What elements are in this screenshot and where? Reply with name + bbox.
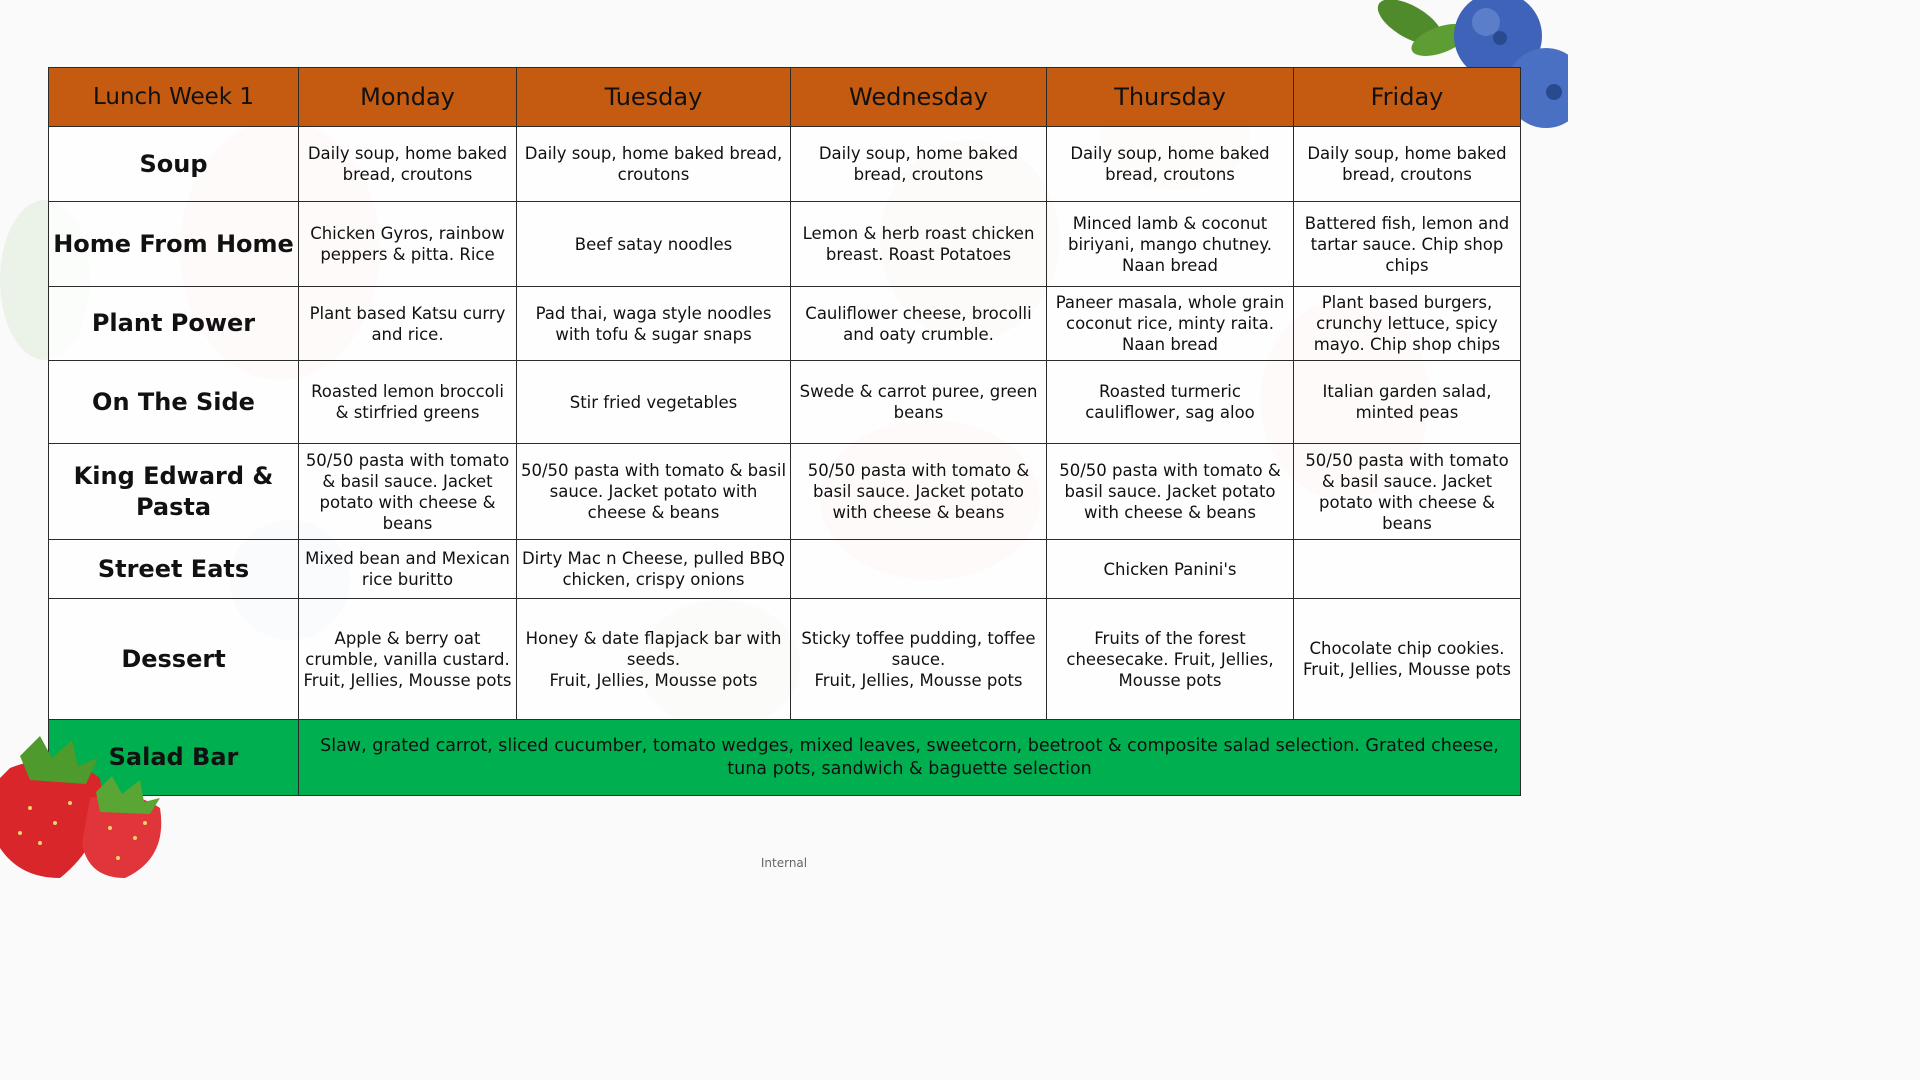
menu-cell-monday xyxy=(299,444,517,540)
menu-cell-friday xyxy=(1294,287,1521,361)
lunch-menu-table xyxy=(48,67,1521,796)
menu-cell-line: Paneer masala, whole grain xyxy=(1055,293,1285,312)
menu-cell-monday xyxy=(299,599,517,720)
salad-bar-row xyxy=(49,720,1521,796)
menu-cell-line: & basil sauce. Jacket xyxy=(322,471,493,491)
menu-cell-line: rice buritto xyxy=(361,570,454,589)
menu-cell-line: bread, croutons xyxy=(853,165,984,184)
row-label: Street Eats xyxy=(49,540,299,599)
menu-cell-line: breast. Roast Potatoes xyxy=(825,245,1012,264)
menu-row xyxy=(49,287,1521,361)
menu-cell-line: Honey & date flapjack bar with xyxy=(525,628,782,648)
menu-cell-line: Fruit, Jellies, Mousse pots xyxy=(1302,660,1512,679)
menu-cell-line: tartar sauce. Chip shop xyxy=(1310,234,1504,254)
menu-cell-line: Naan bread xyxy=(1122,335,1218,354)
menu-row xyxy=(49,202,1521,287)
menu-cell-monday xyxy=(299,540,517,599)
menu-cell-wednesday xyxy=(791,444,1047,540)
menu-cell-line: with tofu & sugar snaps xyxy=(555,324,752,344)
menu-cell-monday xyxy=(299,202,517,287)
row-label: Soup xyxy=(49,127,299,202)
menu-cell-line: coconut rice, minty raita. xyxy=(1066,314,1274,333)
menu-cell-wednesday xyxy=(791,361,1047,444)
menu-cell-line: cheesecake. Fruit, Jellies, xyxy=(1066,649,1274,669)
menu-cell-line: seeds. xyxy=(626,649,681,669)
menu-cell-line: beans xyxy=(382,513,433,533)
row-label: Home From Home xyxy=(49,202,299,287)
menu-cell-line: Italian garden salad, xyxy=(1322,382,1492,401)
menu-cell-wednesday xyxy=(791,202,1047,287)
menu-cell-line: Daily soup, home baked bread, xyxy=(524,144,783,163)
menu-cell-line: sauce. xyxy=(891,649,946,669)
menu-cell-thursday xyxy=(1047,127,1294,202)
menu-cell-line: mayo. Chip shop chips xyxy=(1313,335,1501,354)
row-label: Dessert xyxy=(49,599,299,720)
menu-cell-tuesday xyxy=(517,599,791,720)
salad-bar-line: Slaw, grated carrot, sliced cucumber, tomato wedges, mixed leaves, sweetcorn, beetroot & composite salad selection. Grated cheese, xyxy=(320,735,1499,756)
row-label xyxy=(49,444,299,540)
menu-row xyxy=(49,127,1521,202)
menu-row xyxy=(49,361,1521,444)
menu-cell-line: bread, croutons xyxy=(342,165,473,184)
row-label: On The Side xyxy=(49,361,299,444)
menu-cell-line: peppers & pitta. Rice xyxy=(320,245,495,264)
menu-cell-line: and rice. xyxy=(371,324,444,344)
menu-cell-tuesday xyxy=(517,202,791,287)
menu-cell-friday xyxy=(1294,202,1521,287)
menu-cell-line: Roasted turmeric xyxy=(1099,382,1241,401)
menu-cell-line: chicken, crispy onions xyxy=(562,570,745,589)
menu-cell-tuesday xyxy=(517,444,791,540)
menu-cell-line: Cauliflower cheese, brocolli xyxy=(805,303,1032,323)
menu-cell-line: Plant based burgers, xyxy=(1321,293,1493,312)
menu-cell-line: bread, croutons xyxy=(1105,165,1235,184)
header-row xyxy=(49,68,1521,127)
menu-cell-tuesday xyxy=(517,540,791,599)
menu-cell-line: Lemon & herb roast chicken xyxy=(802,224,1035,243)
menu-cell-wednesday xyxy=(791,287,1047,361)
day-header-monday: Monday xyxy=(299,68,517,127)
menu-cell-friday xyxy=(1294,444,1521,540)
menu-cell-thursday xyxy=(1047,361,1294,444)
menu-cell-line: Daily soup, home baked xyxy=(307,144,508,163)
menu-cell-line: crunchy lettuce, spicy xyxy=(1316,314,1498,333)
menu-cell-line: cauliflower, sag aloo xyxy=(1085,403,1255,422)
menu-cell-tuesday xyxy=(517,127,791,202)
menu-cell-line: basil sauce. Jacket potato xyxy=(1064,482,1276,501)
menu-cell-line: Pad thai, waga style noodles xyxy=(535,303,772,323)
menu-cell-line: Battered fish, lemon and xyxy=(1304,213,1510,233)
day-header-thursday: Thursday xyxy=(1047,68,1294,127)
row-label-salad-bar: Salad Bar xyxy=(49,720,299,796)
menu-row xyxy=(49,444,1521,540)
menu-cell-thursday xyxy=(1047,444,1294,540)
menu-cell-monday xyxy=(299,361,517,444)
menu-cell-line: sauce. Jacket potato with xyxy=(549,482,758,501)
day-header-wednesday: Wednesday xyxy=(791,68,1047,127)
menu-cell-line: potato with cheese & xyxy=(1319,492,1495,512)
menu-cell-line: Fruit, Jellies, Mousse pots xyxy=(814,670,1023,690)
menu-cell-line: Roasted lemon broccoli xyxy=(311,382,504,401)
menu-cell-line: Chocolate chip cookies. xyxy=(1309,639,1505,658)
menu-cell-line: 50/50 pasta with tomato & xyxy=(1059,461,1281,480)
menu-cell-line: Daily soup, home baked xyxy=(818,144,1019,163)
menu-row xyxy=(49,599,1521,720)
menu-cell-line: chips xyxy=(1385,255,1429,275)
menu-cell-monday xyxy=(299,127,517,202)
menu-cell-line: Mousse pots xyxy=(1118,670,1222,690)
menu-cell-thursday xyxy=(1047,202,1294,287)
menu-cell-monday xyxy=(299,287,517,361)
menu-cell-line: & stirfried greens xyxy=(335,403,480,422)
menu-cell-line: Beef satay noodles xyxy=(574,234,733,254)
menu-cell-line: Chicken Panini's xyxy=(1103,559,1237,579)
menu-cell-line: Plant based Katsu curry xyxy=(309,303,506,323)
menu-row xyxy=(49,540,1521,599)
menu-cell-line: biriyani, mango chutney. xyxy=(1067,234,1272,254)
row-label: Plant Power xyxy=(49,287,299,361)
menu-cell-line: 50/50 pasta with tomato & xyxy=(807,461,1030,480)
row-label-line: Pasta xyxy=(135,492,212,521)
menu-cell-line: beans xyxy=(893,403,944,422)
row-label-line: King Edward & xyxy=(73,461,274,490)
menu-cell-line: Naan bread xyxy=(1122,255,1218,275)
menu-cell-line: basil sauce. Jacket potato xyxy=(812,482,1025,501)
menu-cell-line: Daily soup, home baked xyxy=(1070,144,1270,163)
day-header-friday: Friday xyxy=(1294,68,1521,127)
menu-cell-line: Fruits of the forest xyxy=(1094,628,1246,648)
classification-label: Internal xyxy=(760,856,808,870)
menu-cell-line: Chicken Gyros, rainbow xyxy=(310,224,505,243)
menu-cell-line: cheese & beans xyxy=(587,503,720,522)
menu-cell-friday xyxy=(1294,127,1521,202)
menu-cell-line: with cheese & beans xyxy=(832,503,1005,522)
menu-cell-thursday xyxy=(1047,287,1294,361)
menu-cell-line: Minced lamb & coconut xyxy=(1072,213,1268,233)
menu-cell-line: 50/50 pasta with tomato xyxy=(1305,450,1509,470)
menu-cell-line: Mixed bean and Mexican xyxy=(305,549,510,568)
menu-cell-line: Stir fried vegetables xyxy=(569,392,738,412)
day-header-tuesday: Tuesday xyxy=(517,68,791,127)
menu-cell-line: Dirty Mac n Cheese, pulled BBQ xyxy=(521,549,786,568)
menu-cell-wednesday xyxy=(791,540,1047,599)
menu-cell-tuesday xyxy=(517,361,791,444)
menu-cell-line: Apple & berry oat xyxy=(334,628,481,648)
menu-cell-line: Fruit, Jellies, Mousse pots xyxy=(303,670,512,690)
menu-cell-line: crumble, vanilla custard. xyxy=(305,649,510,669)
salad-bar-description xyxy=(299,720,1521,796)
menu-cell-line: potato with cheese & xyxy=(319,492,496,512)
salad-bar-line: tuna pots, sandwich & baguette selection xyxy=(727,758,1092,779)
menu-cell-wednesday xyxy=(791,599,1047,720)
menu-cell-line: minted peas xyxy=(1355,403,1459,422)
menu-cell-thursday xyxy=(1047,540,1294,599)
menu-cell-friday xyxy=(1294,540,1521,599)
menu-cell-line: beans xyxy=(1382,513,1432,533)
week-title: Lunch Week 1 xyxy=(49,68,299,127)
menu-cell-line: bread, croutons xyxy=(1342,165,1472,184)
menu-cell-wednesday xyxy=(791,127,1047,202)
menu-cell-line: 50/50 pasta with tomato xyxy=(305,450,510,470)
menu-cell-line: and oaty crumble. xyxy=(843,324,994,344)
menu-cell-friday xyxy=(1294,599,1521,720)
menu-cell-line: Sticky toffee pudding, toffee xyxy=(801,628,1036,648)
menu-cell-thursday xyxy=(1047,599,1294,720)
menu-cell-tuesday xyxy=(517,287,791,361)
menu-cell-line: & basil sauce. Jacket xyxy=(1321,471,1493,491)
menu-cell-line: 50/50 pasta with tomato & basil xyxy=(520,461,787,480)
menu-cell-line: Daily soup, home baked xyxy=(1307,144,1507,163)
menu-cell-line: croutons xyxy=(617,165,690,184)
menu-cell-friday xyxy=(1294,361,1521,444)
menu-cell-line: Fruit, Jellies, Mousse pots xyxy=(549,670,758,690)
menu-cell-line: Swede & carrot puree, green xyxy=(799,382,1038,401)
menu-cell-line: with cheese & beans xyxy=(1084,503,1256,522)
